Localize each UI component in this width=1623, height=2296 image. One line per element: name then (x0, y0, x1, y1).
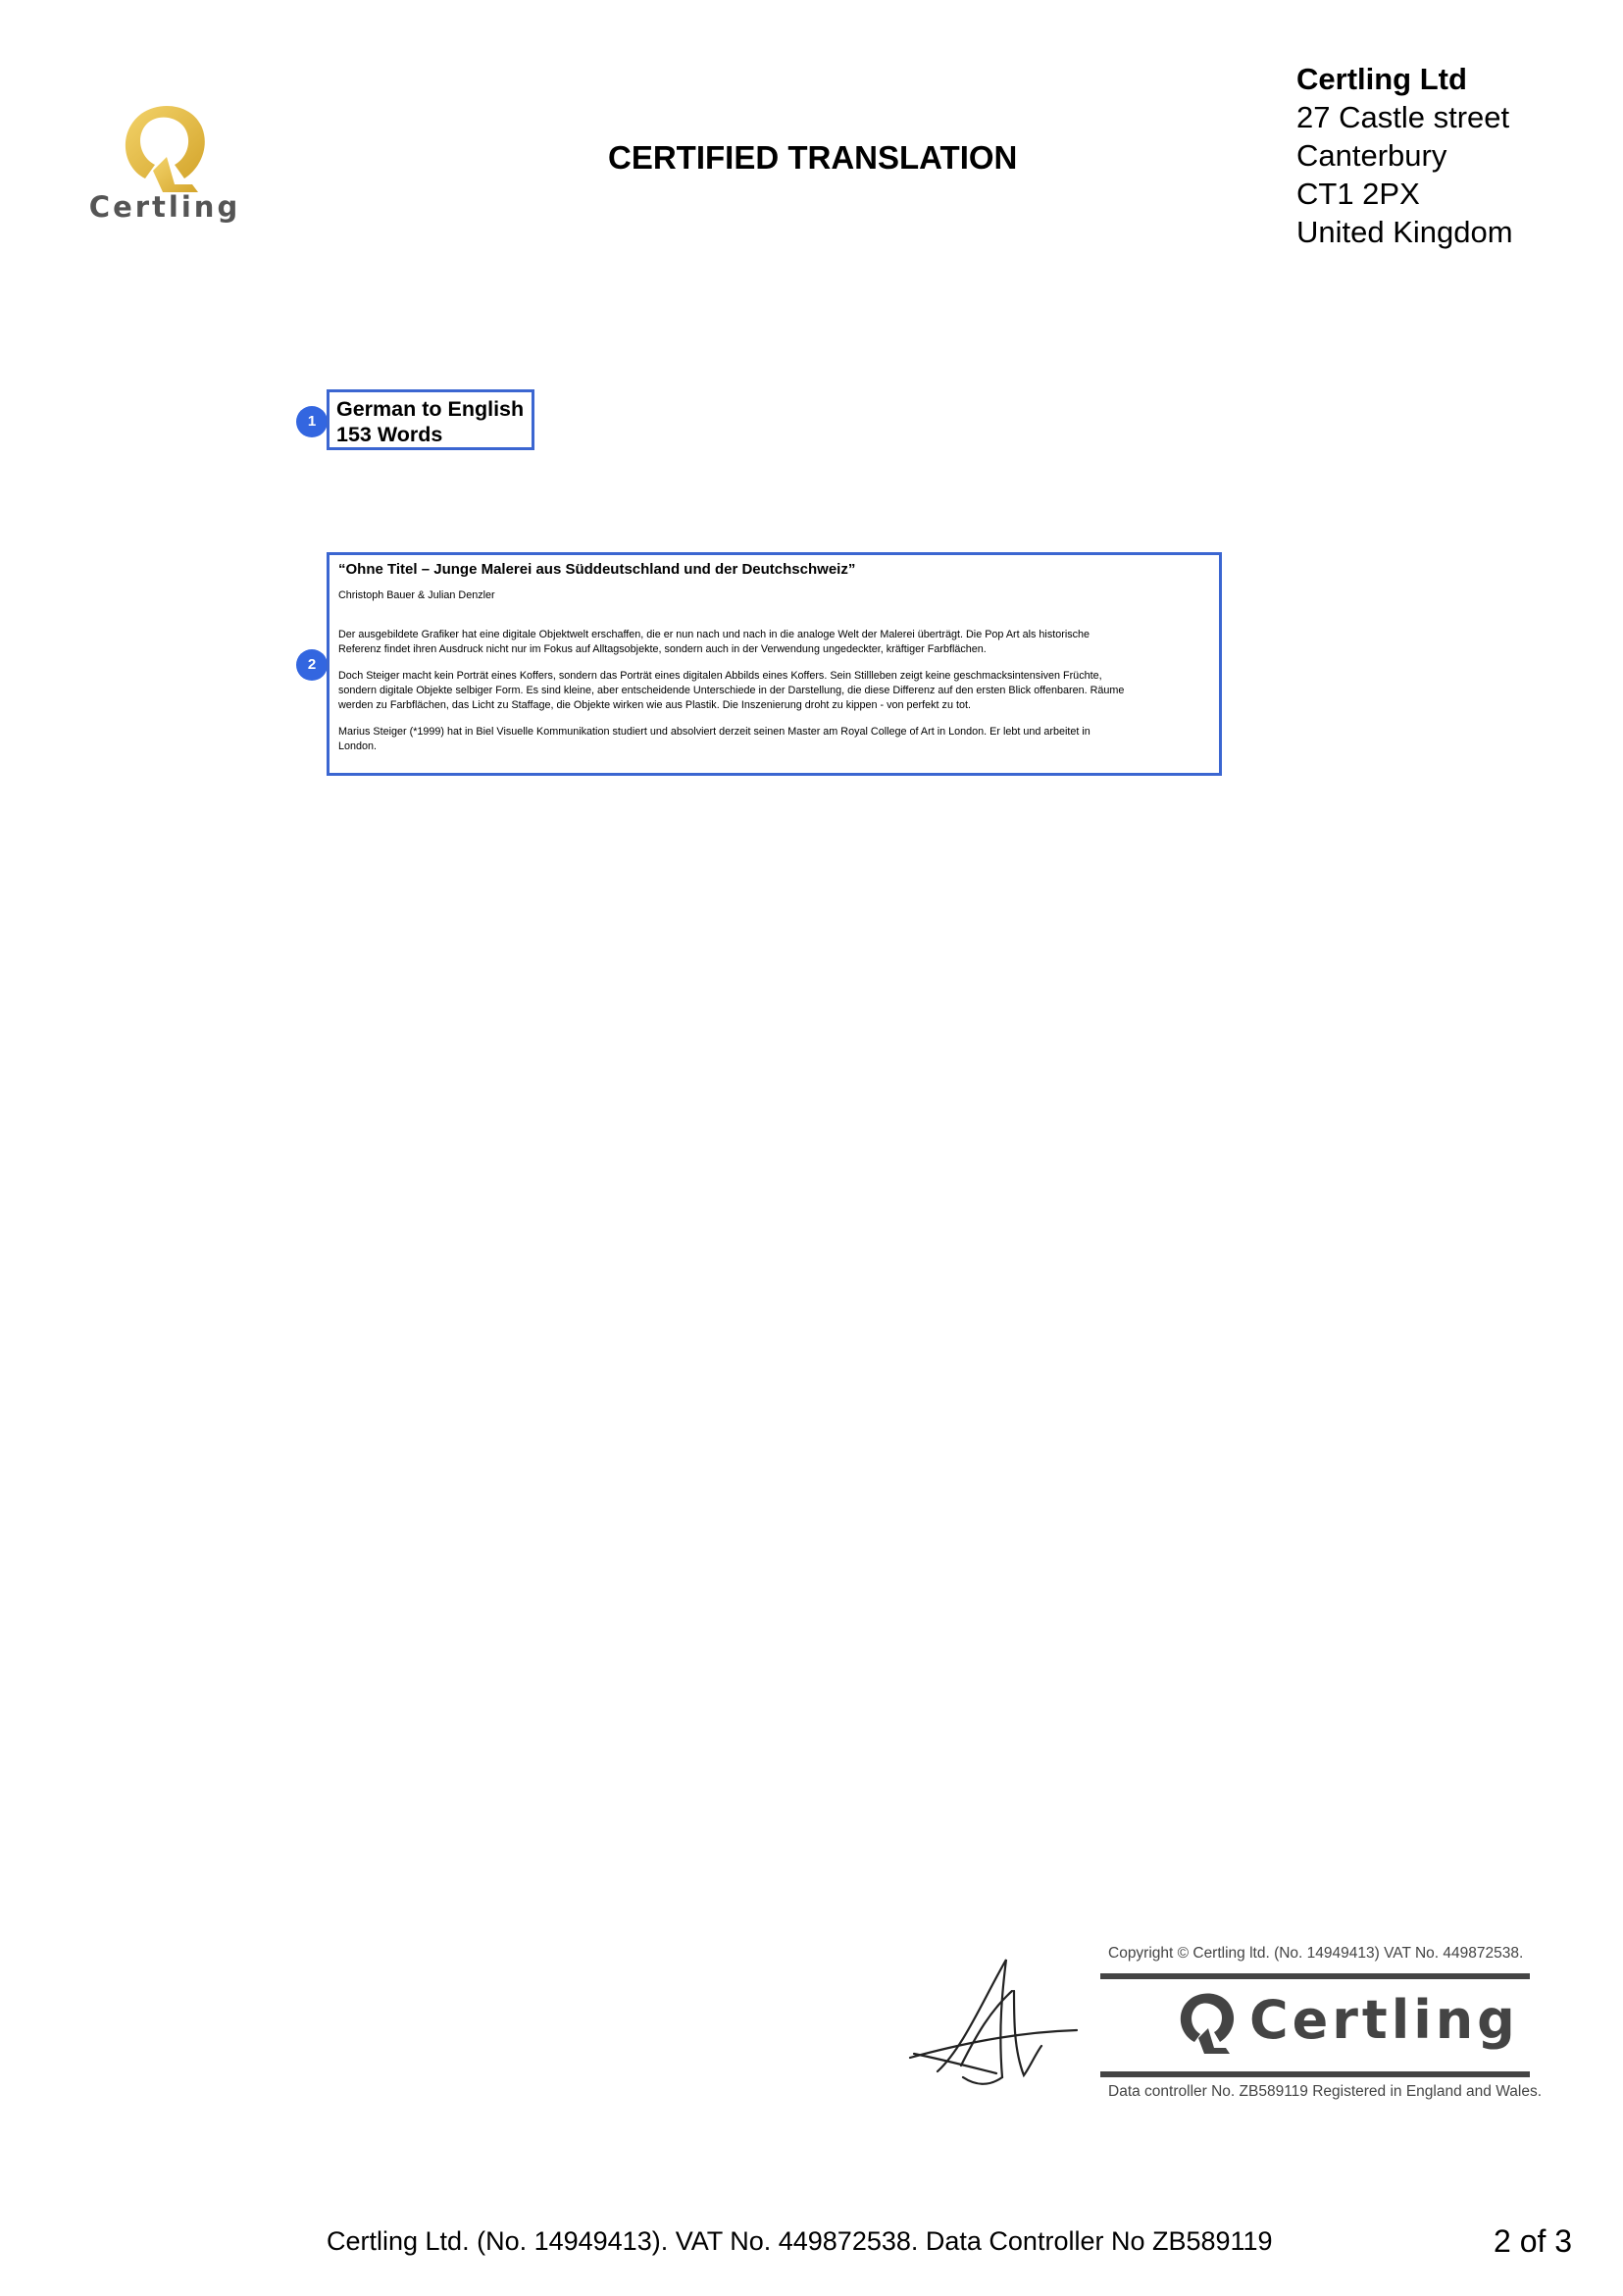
paragraph-line: Marius Steiger (*1999) hat in Biel Visuelle Kommunikation studiert und absolviert derzeit seinen Master am Royal College of Art in London. Er lebt und arbeitet in (338, 726, 1090, 738)
document-title: CERTIFIED TRANSLATION (608, 139, 1018, 176)
paragraph-line: London. (338, 740, 378, 752)
source-text-box[interactable] (327, 552, 1222, 776)
annotation-marker-1[interactable]: 1 (296, 406, 328, 437)
company-address (1296, 60, 1513, 251)
paragraph-line: werden zu Farbflächen, das Licht zu Staffage, die Objekte wirken wie aus Plastik. Die Inszenierung droht zu kippen - von perfekt zu tot. (338, 699, 971, 711)
source-title: “Ohne Titel – Junge Malerei aus Süddeutschland und der Deutchschweiz” (338, 561, 856, 578)
paragraph-line: Doch Steiger macht kein Porträt eines Koffers, sondern das Porträt eines digitalen Abbilds eines Koffers. Sein Stillleben zeigt keine geschmacksintensiven Früchte, (338, 670, 1102, 682)
paragraph-line: Der ausgebildete Grafiker hat eine digitale Objektwelt erschaffen, die er nun nach und nach in die analoge Welt der Malerei überträgt. Die Pop Art als historische (338, 629, 1090, 640)
word-count: 153 Words (336, 423, 443, 446)
language-pair: German to English (336, 397, 525, 421)
address-postcode: CT1 2PX (1296, 177, 1420, 211)
logo-wordmark: Certling (88, 190, 241, 224)
address-city: Canterbury (1296, 138, 1447, 173)
paragraph-line: Referenz findet ihren Ausdruck nicht nur im Fokus auf Alltagsobjekte, sondern auch in der Verwendung ungedeckter, kräftiger Farbflächen. (338, 643, 987, 655)
stamp-divider (1100, 2071, 1530, 2077)
annotation-marker-2[interactable]: 2 (296, 649, 328, 681)
company-name: Certling Ltd (1296, 62, 1467, 96)
source-paragraph-2 (338, 669, 1211, 713)
footer-company-info: Certling Ltd. (No. 14949413). VAT No. 449872538. Data Controller No ZB589119 (327, 2226, 1273, 2256)
page-number: 2 of 3 (1494, 2223, 1573, 2259)
address-country: United Kingdom (1296, 215, 1513, 249)
stamp-logo-icon (1165, 1987, 1243, 2066)
address-street: 27 Castle street (1296, 100, 1510, 134)
paragraph-line: sondern digitale Objekte selbiger Form. Es sind kleine, aber entscheidende Unterschiede in der Darstellung, die diese Differenz auf den ersten Blick offenbaren. Räume (338, 685, 1125, 696)
stamp-wordmark: Certling (1249, 1989, 1519, 2051)
stamp-divider (1100, 1973, 1530, 1979)
signature-icon (904, 1952, 1081, 2099)
stamp-copyright: Copyright © Certling ltd. (No. 14949413) VAT No. 449872538. (1108, 1945, 1524, 1962)
source-paragraph-1 (338, 628, 1211, 657)
stamp-registration: Data controller No. ZB589119 Registered in England and Wales. (1108, 2083, 1542, 2100)
source-paragraph-3 (338, 725, 1211, 754)
language-pair-box[interactable] (327, 389, 534, 450)
source-authors: Christoph Bauer & Julian Denzler (338, 589, 495, 601)
